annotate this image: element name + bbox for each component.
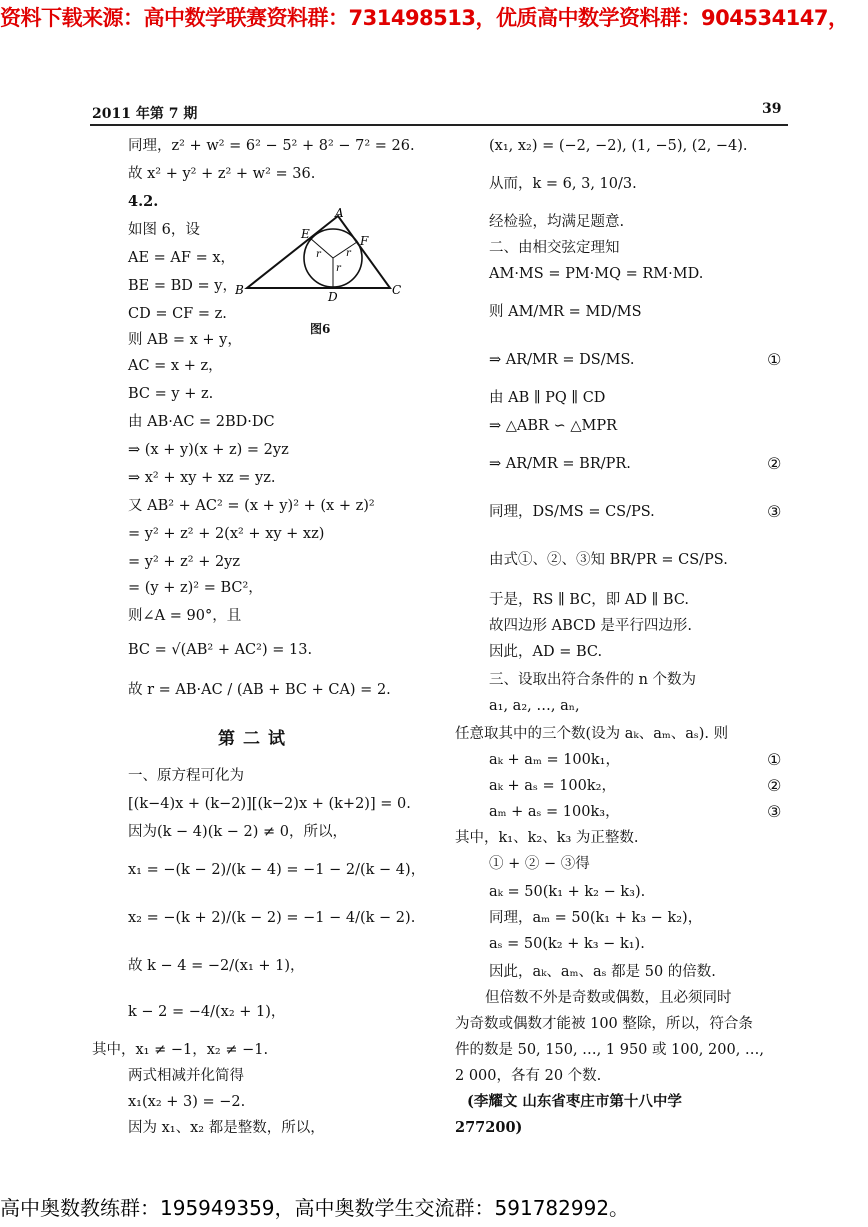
text-line: BC = √(AB² + AC²) = 13. — [128, 642, 313, 658]
equation-tag-1: ① — [767, 350, 782, 369]
text-line: x₁(x₂ + 3) = −2. — [128, 1094, 246, 1110]
text-line: 一、原方程可化为 — [128, 768, 244, 784]
fig-label-r2: r — [336, 263, 341, 274]
fig-label-c: C — [392, 283, 402, 297]
text-line: 件的数是 50, 150, …, 1 950 或 100, 200, …, — [455, 1042, 765, 1058]
text-line: 同理，z² + w² = 6² − 5² + 8² − 7² = 26. — [128, 138, 415, 154]
text-line: x₁ = −(k − 2)/(k − 4) = −1 − 2/(k − 4)， — [128, 862, 426, 878]
text-line: 故 x² + y² + z² + w² = 36. — [128, 166, 316, 182]
text-line: 故 k − 4 = −2/(x₁ + 1)， — [128, 958, 305, 974]
text-line: 于是，RS ∥ BC，即 AD ∥ BC. — [489, 592, 690, 608]
text-line: = (y + z)² = BC²， — [128, 580, 263, 596]
text-line: 二、由相交弦定理知 — [489, 240, 620, 256]
text-line: AE = AF = x， — [128, 250, 236, 266]
text-line: [(k−4)x + (k−2)][(k−2)x + (k+2)] = 0. — [128, 796, 411, 812]
text-line: x₂ = −(k + 2)/(k − 2) = −1 − 4/(k − 2). — [128, 910, 416, 926]
text-line: a₁, a₂, …, aₙ, — [489, 698, 580, 714]
text-line: k − 2 = −4/(x₂ + 1)， — [128, 1004, 286, 1020]
text-line: 由式①、②、③知 BR/PR = CS/PS. — [489, 552, 728, 568]
text-line: 两式相减并化简得 — [128, 1068, 244, 1084]
fig-label-r3: r — [346, 248, 351, 259]
text-line: 故 r = AB·AC / (AB + BC + CA) = 2. — [128, 682, 391, 698]
text-line: ⇒ AR/MR = DS/MS. — [489, 352, 635, 368]
text-line: 为奇数或偶数才能被 100 整除，所以，符合条 — [455, 1016, 753, 1032]
text-line: 从而，k = 6, 3, 10/3. — [489, 176, 637, 192]
text-line: 同理，aₘ = 50(k₁ + k₃ − k₂)， — [489, 910, 703, 926]
text-line: 同理，DS/MS = CS/PS. — [489, 504, 655, 520]
text-line: ⇒ △ABR ∽ △MPR — [489, 418, 617, 434]
text-line: ⇒ AR/MR = BR/PR. — [489, 456, 631, 472]
text-line: 则 AB = x + y， — [128, 332, 242, 348]
text-line: aₖ + aₘ = 100k₁， — [489, 752, 620, 768]
text-line: 又 AB² + AC² = (x + y)² + (x + z)² — [128, 498, 375, 514]
text-line: (x₁, x₂) = (−2, −2), (1, −5), (2, −4). — [489, 138, 748, 154]
text-line: aₛ = 50(k₂ + k₃ − k₁). — [489, 936, 645, 952]
issue-header: 2011 年第 7 期 — [92, 106, 198, 122]
fig-label-r1: r — [316, 249, 321, 260]
text-line: 2 000，各有 20 个数. — [455, 1068, 602, 1084]
fig-label-e: E — [301, 227, 310, 241]
text-line: BC = y + z. — [128, 386, 214, 402]
text-line: ⇒ (x + y)(x + z) = 2yz — [128, 442, 289, 458]
problem-number: 4.2. — [128, 193, 159, 210]
postal-code: 277200) — [455, 1119, 523, 1136]
text-line: BE = BD = y， — [128, 278, 237, 294]
text-line: aₖ + aₛ = 100k₂， — [489, 778, 616, 794]
fig-label-b: B — [235, 283, 244, 297]
figure-6-incircle-triangle — [235, 208, 415, 322]
text-line: ① + ② − ③得 — [489, 856, 590, 872]
section-title: 第二试 — [218, 729, 293, 749]
text-line: = y² + z² + 2(x² + xy + xz) — [128, 526, 325, 542]
fig-label-a: A — [335, 208, 344, 220]
page-number: 39 — [762, 101, 782, 117]
text-line: ⇒ x² + xy + xz = yz. — [128, 470, 276, 486]
equation-tag-5: ② — [767, 776, 782, 795]
text-line: 任意取其中的三个数(设为 aₖ、aₘ、aₛ). 则 — [455, 726, 729, 742]
equation-tag-4: ① — [767, 750, 782, 769]
text-line: 故四边形 ABCD 是平行四边形. — [489, 618, 692, 634]
text-line: 因此，AD = BC. — [489, 644, 603, 660]
text-line: 其中，k₁、k₂、k₃ 为正整数. — [455, 830, 639, 846]
text-line: 由 AB ∥ PQ ∥ CD — [489, 390, 606, 406]
text-line: 因为 x₁、x₂ 都是整数，所以， — [128, 1120, 325, 1136]
text-line: 因为(k − 4)(k − 2) ≠ 0，所以， — [128, 824, 347, 840]
equation-tag-2: ② — [767, 454, 782, 473]
text-line: aₘ + aₛ = 100k₃， — [489, 804, 620, 820]
text-line: 因此，aₖ、aₘ、aₛ 都是 50 的倍数. — [489, 964, 716, 980]
footer-banner: 高中奥数教练群：195949359，高中奥数学生交流群：591782992。 — [0, 1196, 630, 1220]
text-line: aₖ = 50(k₁ + k₂ − k₃). — [489, 884, 646, 900]
text-line: 则 AM/MR = MD/MS — [489, 304, 642, 320]
source-banner: 资料下载来源：高中数学联赛资料群：731498513，优质高中数学资料群：904534147， — [0, 6, 849, 30]
equation-tag-3: ③ — [767, 502, 782, 521]
header-rule — [90, 124, 788, 126]
text-line: 经检验，均满足题意. — [489, 214, 625, 230]
text-line: 三、设取出符合条件的 n 个数为 — [489, 672, 697, 688]
text-line: AM·MS = PM·MQ = RM·MD. — [489, 266, 704, 282]
text-line: 由 AB·AC = 2BD·DC — [128, 414, 275, 430]
text-line: = y² + z² + 2yz — [128, 554, 241, 570]
equation-tag-6: ③ — [767, 802, 782, 821]
figure-caption: 图6 — [310, 322, 331, 336]
text-line: 则∠A = 90°，且 — [128, 608, 242, 624]
text-line: 其中，x₁ ≠ −1，x₂ ≠ −1. — [92, 1042, 269, 1058]
author-credit: (李耀文 山东省枣庄市第十八中学 — [467, 1093, 682, 1110]
fig-label-f: F — [360, 234, 369, 248]
text-line: 但倍数不外是奇数或偶数，且必须同时 — [485, 990, 732, 1006]
text-line: 如图 6，设 — [128, 222, 200, 238]
text-line: AC = x + z， — [128, 358, 223, 374]
fig-label-d: D — [328, 290, 338, 304]
text-line: CD = CF = z. — [128, 306, 227, 322]
